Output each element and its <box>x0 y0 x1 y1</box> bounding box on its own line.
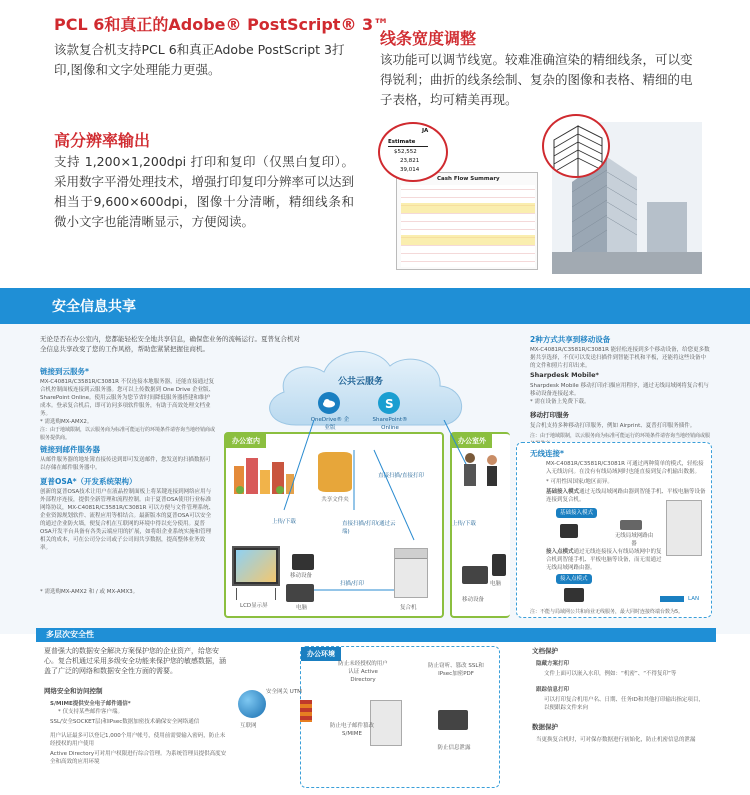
ap-mode-badge: 接入点模式 <box>556 574 592 584</box>
share-band-title: 安全信息共享 <box>52 299 136 315</box>
pc-label: 电脑 <box>296 605 308 611</box>
building-illustration <box>552 122 702 274</box>
cloud-text: MX-C4081R/C3581R/C3081R 不仅连接本地服务器，还能直接通过复合机控制面板连接到云服务器。您可以上传数据到 One Drive 企业版、SharePoint Online。使用云服务为您节省时间降低服务器搭建和维护成本。登录复合机后，即可访问多项软件服务，有助于高效处理文档业务。 <box>40 379 215 417</box>
cloud-note: * 需选购MX-AMX2。 <box>40 419 93 425</box>
people-icon <box>456 450 506 490</box>
ap-text: 通过无线局域网路由器到智能手机、平板电脑等设备连接到复合机。 <box>546 489 706 503</box>
lcd-stand <box>236 588 276 600</box>
security-item-note: * 仅支持某些邮件客户端。 <box>58 709 123 715</box>
line-width-text: 该功能可以调节线宽。较难准确渲染的精细线条，可以变得锐利；曲折的线条绘制、复杂的图像和表格、精细的电子表格，均可精美再现。 <box>380 52 693 107</box>
sheet-value: 39,014 <box>400 167 420 173</box>
lan-bar <box>660 596 684 602</box>
server-label: 共享文件夹 <box>321 497 349 503</box>
firewall-icon <box>300 700 312 722</box>
office-label: 办公室内 <box>226 434 266 448</box>
outside-label: 办公室外 <box>452 434 492 448</box>
upload-label-1: 上传/下载 <box>272 519 296 525</box>
tablet-icon-2 <box>564 588 584 602</box>
security-band-title: 多层次安全性 <box>46 630 94 639</box>
mfp-label: 复合机 <box>400 605 417 611</box>
doc-item: 隐藏方案打印 <box>536 661 570 667</box>
osa-text: 创新的夏普OSA技术让用户在液晶控制面板上将某键连接到网络应用与外部程序连接，提供全新管理和流程控制。由于夏普OSA使用行业标准网络协议，MX-C4081R/C3581R/C3081R 可以方便与文件管理系统、企业资源规划软件、流程应用等相结合。最新版本的夏普OSA可以安全的通过企业防火墙，便复合机在互联网的环境中得以充分使用。夏普OSA开发平台具备有各类云端应用的扩展，如将组企业系统实施和管理相关的成本，可在公司分公司或子公司间共享数据，提高整体业务效率。 <box>40 489 215 551</box>
pc-label-outside: 电脑 <box>490 581 502 587</box>
lcd-display-icon <box>232 546 280 586</box>
router-label: 无线局域网路由器 <box>614 533 654 547</box>
smime-label: 防止电子邮件篡改 S/MIME <box>329 723 374 737</box>
security-item: 用户认证最多可以登记1,000个用户帐号，使用前需要输入密码，防止未经授权的用户使用 <box>50 733 226 747</box>
router-icon <box>620 520 642 530</box>
upload-label-2: 上传/下载 <box>452 521 476 527</box>
mobile-print-note: 注：由于地域限制，以云服务商为标准可能运行的环境条件请咨询当地经销商或服 <box>530 433 711 439</box>
resolution-title: 高分辨率输出 <box>54 131 151 150</box>
ap-badge: 基础接入模式 <box>556 508 597 518</box>
sharpdesk-note: * 需在设备上免费下载。 <box>530 399 590 405</box>
sharpdesk-text: Sharpdesk Mobile 移动打印/扫描应用程序，通过无线局域网将复合机与移动设备连接起来。 <box>530 383 709 397</box>
office-env-label: 办公环境 <box>301 647 341 661</box>
doc-item-text: 文件上面可以嵌入水印，例如：“机密”、“不得复印”等 <box>544 671 677 677</box>
svg-text:S: S <box>385 397 394 411</box>
mobile-share-text: MX-C4081R/C3581R/C3081R 能轻松连接到多个移动设备，给您更多数据共享选择，不仅可以发送扫描件到智能手机和平板，还能将这些设备中的文件和照片打印出来。 <box>530 347 710 369</box>
mobile-label-outside: 移动设备 <box>462 597 485 603</box>
lan-label: LAN <box>688 596 700 602</box>
auth-label: 防止未经授权的用户认证 Active Directory <box>338 661 388 683</box>
scan-print-label: 扫描/打印 <box>340 581 364 587</box>
mobile-label: 移动设备 <box>290 573 313 579</box>
cloud-title: 链接到云服务* <box>40 367 89 376</box>
spreadsheet-rows <box>401 185 535 267</box>
mobile-print-text: 复合机支持多种移动打印服务，例如 Airprint、夏普打印服务插件。 <box>530 423 696 429</box>
lcd-label: LCD显示屏 <box>240 603 268 609</box>
security-item: SSL/安全SOCKET层)和IPsec数据加密技术确保安全网络通信 <box>50 719 200 725</box>
onedrive-icon <box>318 392 340 414</box>
pc-icon-security <box>438 710 468 730</box>
onedrive-label: OneDrive® 企业版 <box>310 417 350 431</box>
ap-mode-label: 接入点模式 <box>546 549 574 555</box>
share-intro: 无论是否在办公室内，您都能轻松安全地共享信息，确保您业务的流畅运行。夏普复合机对全信息共享改变了您的工作风格，帮助您紧紧把握住商机。 <box>40 335 300 353</box>
security-item: S/MIME提供安全电子邮件通信* <box>50 701 131 707</box>
spreadsheet-page <box>396 172 538 270</box>
spreadsheet-illustration <box>378 122 542 274</box>
magnifier-circle <box>378 122 448 182</box>
cloud-label: 公共云服务 <box>338 377 384 387</box>
internet-label: 互联网 <box>240 723 257 729</box>
highlight-row <box>401 203 535 213</box>
security-item: Active Directory可对用户权限进行综合管理。为系统管理员提供高度安全和高效的应用环境 <box>50 751 227 765</box>
sharepoint-label: SharePoint® Online <box>372 417 408 431</box>
share-band <box>0 288 750 324</box>
ap-label: 基础接入模式 <box>546 489 580 495</box>
security-band <box>36 628 716 642</box>
direct-scan-label-1: 直接扫描/直接打印 <box>378 473 424 479</box>
ap-mode-text: 通过无线连接接入有线局域网中的复合机到智能手机、平板电脑等设备，而无需通过无线局域网路由器。 <box>546 549 662 571</box>
data-protect-text: 当更换复合机时，可对保存数据进行初始化，防止机密信息的泄漏 <box>536 737 696 743</box>
tablet-icon <box>560 524 578 538</box>
sharpdesk-title: Sharpdesk Mobile* <box>530 371 599 379</box>
mfp-icon <box>394 548 428 598</box>
data-protect-title: 数据保护 <box>532 723 558 731</box>
sheet-value: $52,552 <box>394 149 417 155</box>
sheet-header: Estimate <box>388 138 428 147</box>
leak-label: 防止信息泄露 <box>437 745 471 751</box>
wireless-title: 无线连接* <box>530 449 564 458</box>
osa-title: 夏普OSA*（开发系统架构） <box>40 477 137 486</box>
magnifier-circle-building <box>542 114 610 178</box>
resolution-text: 支持 1,200×1,200dpi 打印和复印（仅黑白复印）。采用数字平滑处理技术，增强打印复印分辨率可以达到相当于9,600×600dpi，图像十分清晰，精细线条和微小文字也能清晰显示，方便阅读。 <box>54 154 355 229</box>
doc-protect-title: 文档保护 <box>532 647 558 655</box>
wireless-note: * 可用性因国家/地区而异。 <box>546 479 613 485</box>
security-intro: 夏普强大的数据安全解决方案保护您的企业资产，给您安心。复合机通过采用多级安全功能来保护您的敏感数据，涵盖了广泛的网络和数据安全性方面的需要。 <box>44 647 226 675</box>
mobile-share-title: 2种方式共享到移动设备 <box>530 335 611 344</box>
pcl-title: PCL 6和真正的Adobe® PostScript® 3™ <box>54 15 390 34</box>
pc-icon <box>286 584 314 602</box>
mail-text: 从邮件服务器的地址簿直接传送到即可发送邮件，您发送的扫描数据可以存储在邮件服务器中。 <box>40 457 211 471</box>
mobile-icon <box>292 554 314 570</box>
highlight-row <box>401 235 535 245</box>
phone-icon <box>492 554 506 576</box>
wireless-text: MX-C4081R/C3581R/C3081R 可通过两种简单的模式，轻松接入无线访问。在没有有线局域网时也能直接到复合机输出数据。 <box>546 461 704 475</box>
wireless-footnote: 注：不能与局域网公共和商业无线服务，最大同时连接终端台数为5。 <box>530 609 684 615</box>
utm-label: 安全网关 UTM <box>266 689 302 695</box>
doc-item-text: 可以打印复合机用户名、日期、任务ID和其他打印输出指定项目，以便跟踪文件来向 <box>544 697 704 711</box>
ssl-label: 防止窃听、篡改 SSL和IPsec加密PDF <box>428 663 484 677</box>
net-security-title: 网络安全和访问控制 <box>44 687 103 695</box>
sharepoint-icon <box>378 392 400 414</box>
mobile-print-title: 移动打印服务 <box>530 411 569 419</box>
mfp-icon-wireless <box>666 500 702 556</box>
cloud-note2: 注：由于地域限制，以云服务商为标准可能运行的环境条件请咨询当地经销商或服务提供商。 <box>40 427 216 441</box>
globe-icon <box>238 690 266 718</box>
cashflow-title: Cash Flow Summary <box>437 176 500 182</box>
line-width-title: 线条宽度调整 <box>380 29 477 48</box>
pcl-text: 该款复合机支持PCL 6和真正Adobe PostScript 3打印,图像和文字处理能力更强。 <box>54 42 345 77</box>
sheet-column: JA <box>422 128 429 134</box>
doc-item: 跟踪信息打印 <box>536 687 570 693</box>
sheet-value: 23,821 <box>400 158 420 164</box>
direct-scan-label-2: 直接扫描/打印(通过云端) <box>342 521 396 535</box>
mail-title: 链接到邮件服务器 <box>40 445 100 454</box>
pc-icon-outside <box>462 566 488 584</box>
osa-note: * 需选购MX-AMX2 和 / 或 MX-AMX3。 <box>40 589 139 595</box>
